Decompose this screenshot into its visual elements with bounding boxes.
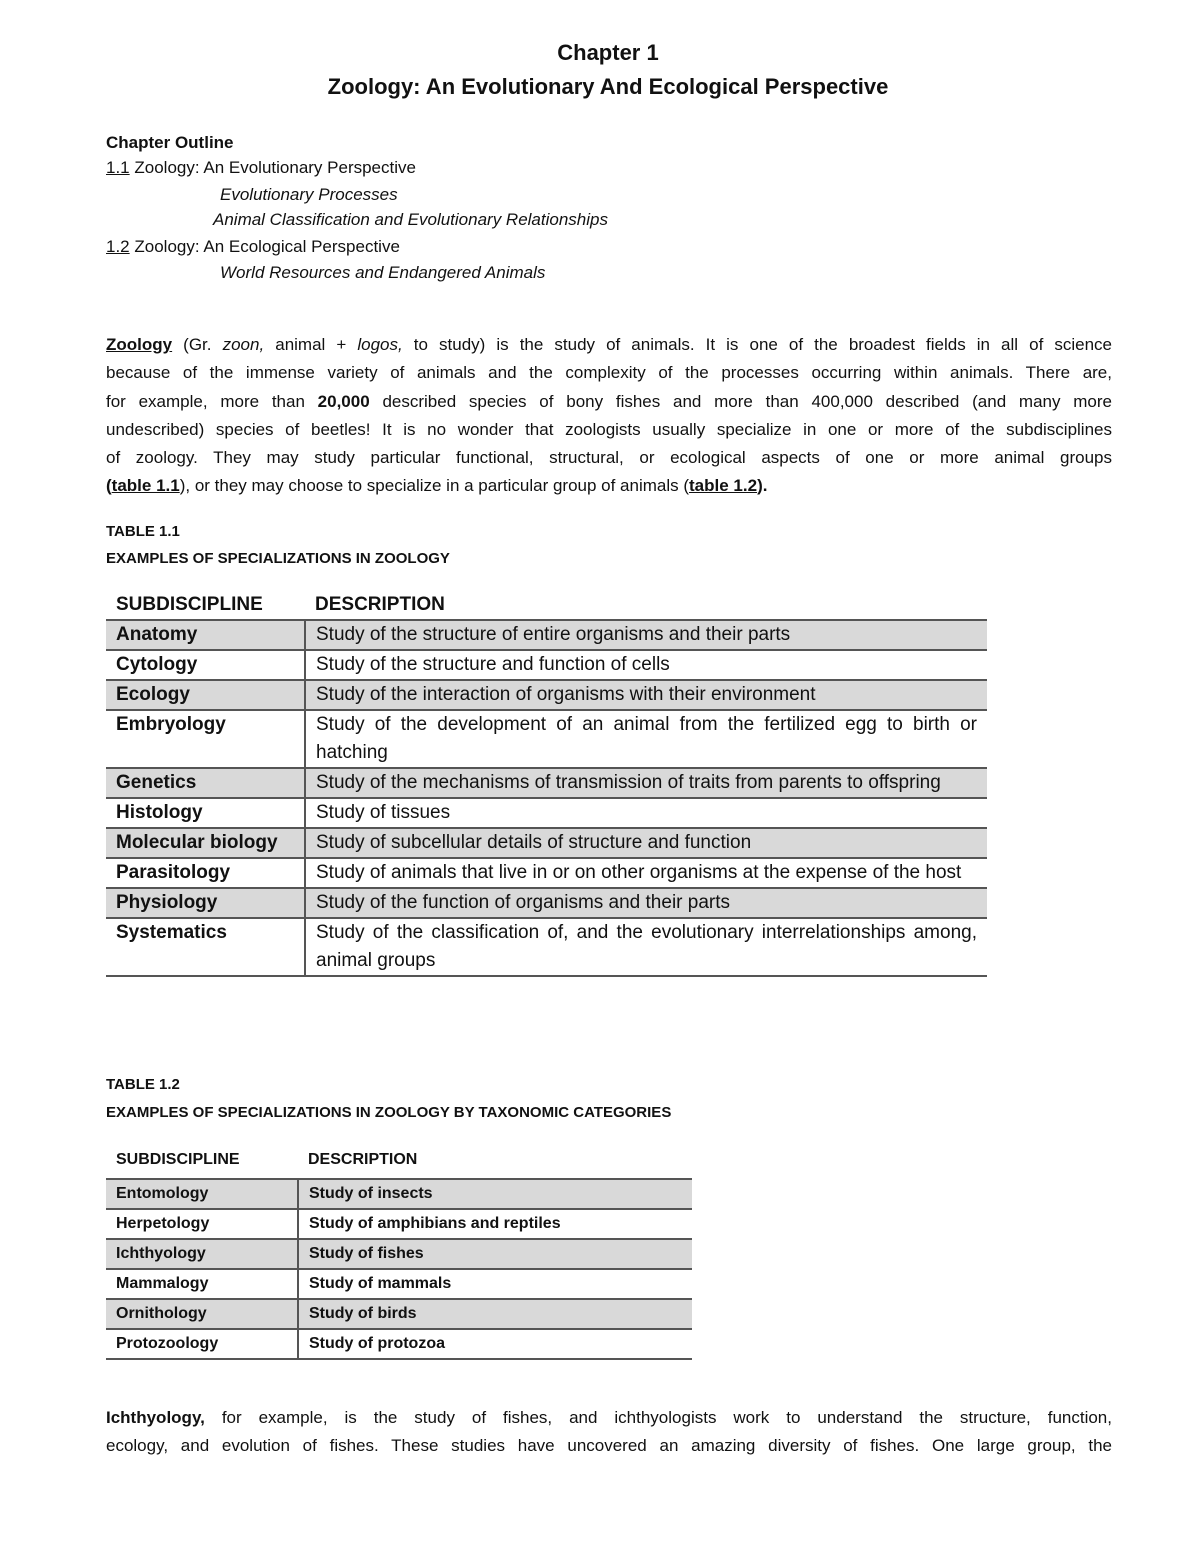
subdiscipline-cell: Embryology bbox=[106, 710, 305, 768]
subdiscipline-cell: Molecular biology bbox=[106, 828, 305, 858]
chapter-title: Zoology: An Evolutionary And Ecological Perspective bbox=[327, 74, 889, 99]
outline-subitem: Evolutionary Processes bbox=[220, 185, 398, 204]
description-cell: Study of subcellular details of structure and function bbox=[305, 828, 987, 858]
table-row bbox=[106, 1209, 692, 1239]
description-cell: Study of amphibians and reptiles bbox=[298, 1209, 692, 1239]
table-1-1-label: TABLE 1.1 bbox=[106, 523, 180, 540]
text-line bbox=[106, 472, 1112, 500]
table-row bbox=[106, 768, 987, 798]
text-run: ( bbox=[106, 476, 112, 496]
table-1-2-link[interactable]: table 1.2 bbox=[689, 476, 758, 496]
outline-subitem: Animal Classification and Evolutionary Relationships bbox=[213, 210, 608, 229]
description-cell: Study of tissues bbox=[305, 798, 987, 828]
text-run: ). bbox=[757, 476, 768, 496]
table-row bbox=[106, 620, 987, 650]
description-cell: Study of the structure of entire organisms and their parts bbox=[305, 620, 987, 650]
table-row bbox=[106, 828, 987, 858]
subdiscipline-cell: Ornithology bbox=[106, 1299, 298, 1329]
subdiscipline-cell: Herpetology bbox=[106, 1209, 298, 1239]
outline-heading: Chapter Outline bbox=[106, 133, 234, 152]
table-row bbox=[106, 888, 987, 918]
outline-item-1-2[interactable] bbox=[106, 237, 400, 257]
subdiscipline-cell: Systematics bbox=[106, 918, 305, 976]
table-row bbox=[106, 1329, 692, 1359]
table-row bbox=[106, 1239, 692, 1269]
outline-section-title: Zoology: An Ecological Perspective bbox=[134, 237, 400, 256]
outline-item-1-1[interactable] bbox=[106, 158, 416, 178]
subdiscipline-cell: Genetics bbox=[106, 768, 305, 798]
subdiscipline-cell: Physiology bbox=[106, 888, 305, 918]
description-cell: Study of the mechanisms of transmission of traits from parents to offspring bbox=[305, 768, 987, 798]
description-cell: Study of mammals bbox=[298, 1269, 692, 1299]
subdiscipline-cell: Histology bbox=[106, 798, 305, 828]
column-header: SUBDISCIPLINE bbox=[116, 594, 263, 615]
table-row bbox=[106, 680, 987, 710]
text-line bbox=[106, 331, 1112, 359]
text-run: described species of bony fishes and more than 400,000 described (and many more bbox=[382, 391, 1112, 411]
text-run: 20,000 bbox=[317, 391, 370, 411]
closing-paragraph bbox=[106, 1404, 1112, 1461]
table-header-row bbox=[106, 589, 987, 620]
table-row bbox=[106, 918, 987, 976]
column-header: SUBDISCIPLINE bbox=[116, 1151, 240, 1168]
table-1-2-label: TABLE 1.2 bbox=[106, 1076, 180, 1093]
subdiscipline-cell: Protozoology bbox=[106, 1329, 298, 1359]
description-cell: Study of insects bbox=[298, 1179, 692, 1209]
subdiscipline-cell: Mammalogy bbox=[106, 1269, 298, 1299]
outline-subitem: World Resources and Endangered Animals bbox=[220, 263, 546, 282]
subdiscipline-cell: Parasitology bbox=[106, 858, 305, 888]
text-line bbox=[106, 1404, 1112, 1432]
outline-section-title: Zoology: An Evolutionary Perspective bbox=[134, 158, 416, 177]
table-row bbox=[106, 1269, 692, 1299]
subdiscipline-cell: Cytology bbox=[106, 650, 305, 680]
text-run: ), or they may choose to specialize in a particular group of animals ( bbox=[179, 476, 690, 496]
text-run: logos, bbox=[357, 335, 403, 354]
text-line bbox=[106, 388, 1112, 416]
text-line: ecology, and evolution of fishes. These studies have uncovered an amazing diversity of fishes. One large group, the bbox=[106, 1436, 1112, 1456]
outline-section-number[interactable]: 1.2 bbox=[106, 237, 130, 256]
column-header: DESCRIPTION bbox=[308, 1151, 418, 1168]
table-header-row bbox=[106, 1140, 692, 1179]
text-run: (Gr. bbox=[183, 335, 212, 354]
table-row bbox=[106, 1179, 692, 1209]
table-row bbox=[106, 858, 987, 888]
outline-section-number[interactable]: 1.1 bbox=[106, 158, 130, 177]
term-zoology: Zoology bbox=[106, 335, 173, 354]
table-row bbox=[106, 1299, 692, 1329]
chapter-number: Chapter 1 bbox=[557, 40, 659, 65]
table-1-2-caption: EXAMPLES OF SPECIALIZATIONS IN ZOOLOGY BY TAXONOMIC CATEGORIES bbox=[106, 1104, 672, 1121]
text-line: undescribed) species of beetles! It is no wonder that zoologists usually specialize in one or more of the subdisciplines bbox=[106, 419, 1112, 439]
description-cell: Study of the interaction of organisms with their environment bbox=[305, 680, 987, 710]
table-row bbox=[106, 650, 987, 680]
text-line: of zoology. They may study particular functional, structural, or ecological aspects of one or more animal groups bbox=[106, 448, 1112, 468]
text-run: to study) is the study of animals. It is one of the broadest fields in all of science bbox=[413, 335, 1112, 354]
table-1-1 bbox=[106, 589, 987, 977]
column-header: DESCRIPTION bbox=[315, 594, 445, 615]
text-line: because of the immense variety of animals and the complexity of the processes occurring within animals. There are, bbox=[106, 363, 1112, 383]
subdiscipline-cell: Entomology bbox=[106, 1179, 298, 1209]
description-cell: Study of animals that live in or on other organisms at the expense of the host bbox=[305, 858, 987, 888]
text-run: for example, is the study of fishes, and ichthyologists work to understand the structure, function, bbox=[221, 1408, 1112, 1427]
table-1-2 bbox=[106, 1140, 692, 1360]
table-row bbox=[106, 798, 987, 828]
text-run: zoon, bbox=[222, 335, 265, 354]
description-cell: Study of birds bbox=[298, 1299, 692, 1329]
intro-paragraph bbox=[106, 331, 1112, 501]
subdiscipline-cell: Ecology bbox=[106, 680, 305, 710]
term-ichthyology: Ichthyology, bbox=[106, 1408, 205, 1427]
description-cell: Study of fishes bbox=[298, 1239, 692, 1269]
description-cell: Study of the development of an animal from the fertilized egg to birth or hatching bbox=[305, 710, 987, 768]
description-cell: Study of the classification of, and the evolutionary interrelationships among, animal groups bbox=[305, 918, 987, 976]
table-1-1-link[interactable]: table 1.1 bbox=[111, 476, 180, 496]
table-row bbox=[106, 710, 987, 768]
description-cell: Study of the function of organisms and their parts bbox=[305, 888, 987, 918]
description-cell: Study of protozoa bbox=[298, 1329, 692, 1359]
text-run: for example, more than bbox=[106, 391, 305, 411]
description-cell: Study of the structure and function of cells bbox=[305, 650, 987, 680]
subdiscipline-cell: Anatomy bbox=[106, 620, 305, 650]
table-1-1-caption: EXAMPLES OF SPECIALIZATIONS IN ZOOLOGY bbox=[106, 550, 450, 567]
text-run: animal + bbox=[275, 335, 347, 354]
subdiscipline-cell: Ichthyology bbox=[106, 1239, 298, 1269]
